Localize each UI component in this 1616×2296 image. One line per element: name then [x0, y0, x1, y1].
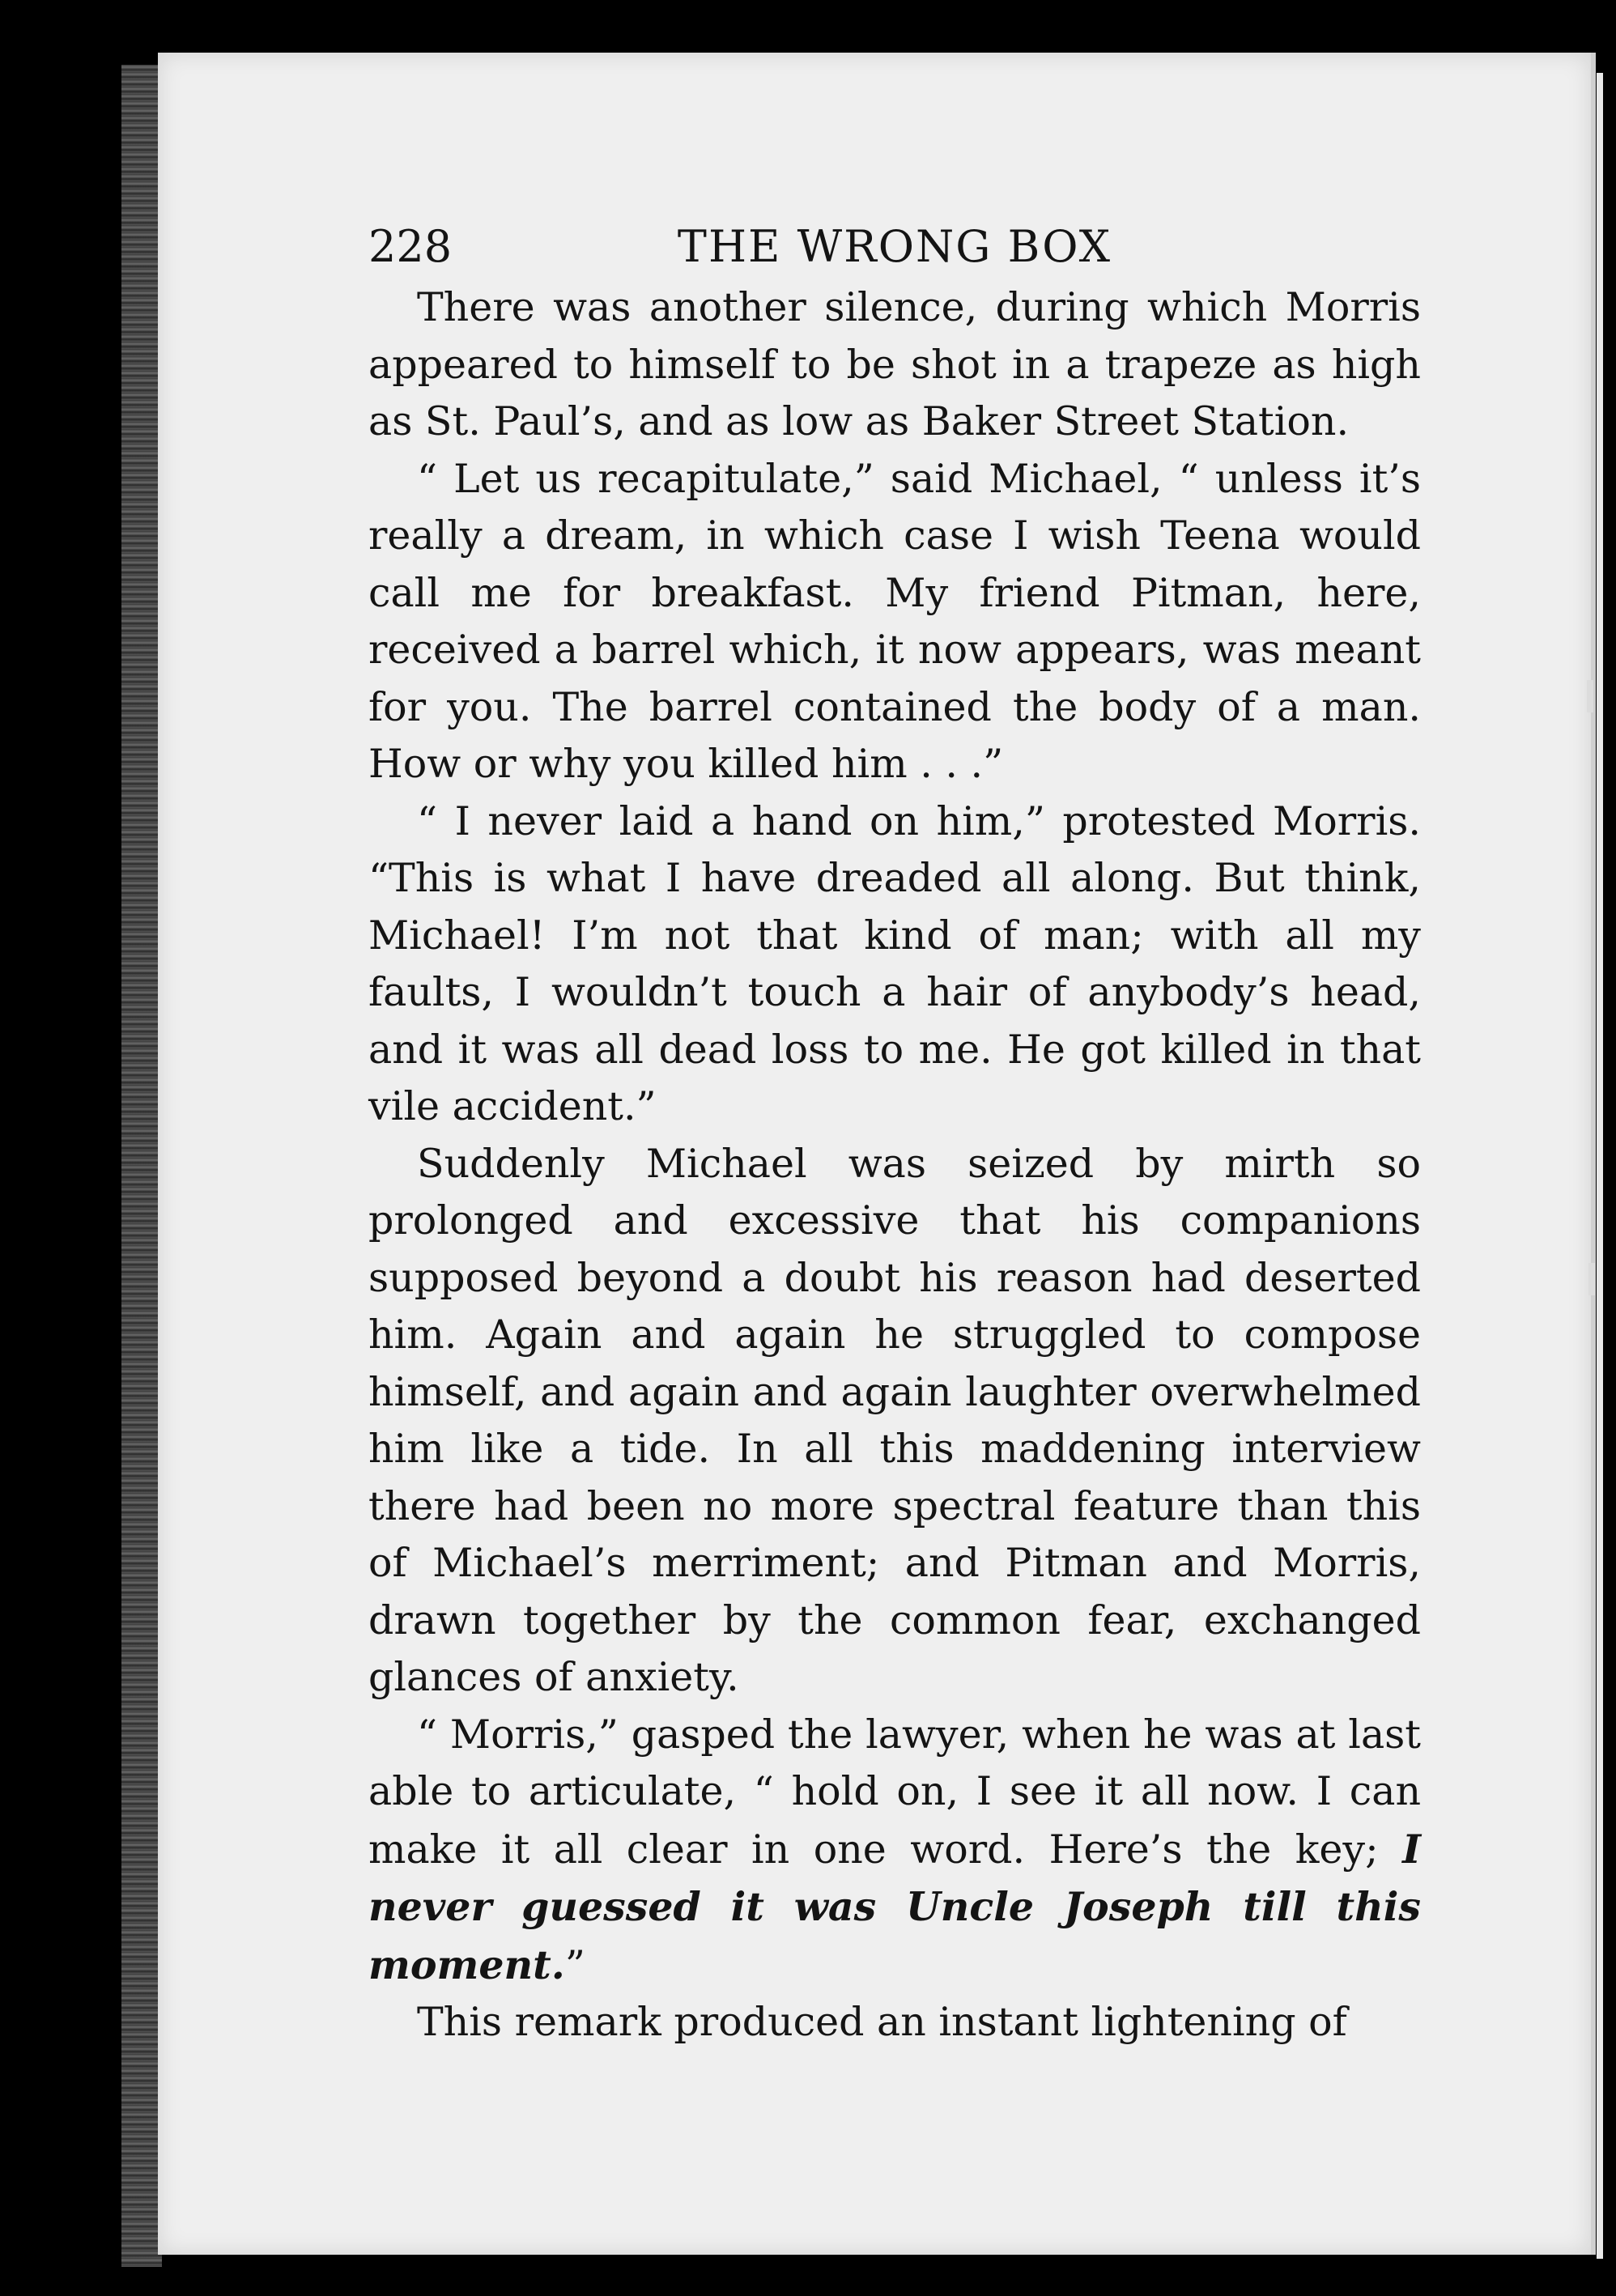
paragraph-5 — [368, 1707, 1421, 1995]
page-content — [368, 215, 1421, 2052]
running-title: THE WRONG BOX — [677, 221, 1112, 272]
paragraph-2: “ Let us recapitulate,” said Michael, “ unless it’s really a dream, in which case I wish Teena would call me for breakfast. My friend Pitman, here, received a barrel which, it now appears, was meant for you. The barrel contained the body of a man. How or why you killed him . . .” — [368, 455, 1421, 787]
page-number: 228 — [368, 221, 453, 272]
paragraph-5-close-quote: ” — [564, 1941, 585, 1988]
paragraph-3: “ I never laid a hand on him,” protested Morris. “This is what I have dreaded all along. But think, Michael! I’m not that kind of man; with all my faults, I wouldn’t touch a hair of anybody’s head, and it was all dead loss to me. He got killed in that vile accident.” — [368, 797, 1421, 1129]
paragraph-1: There was another silence, during which Morris appeared to himself to be shot in a trapeze as high as St. Paul’s, and as low as Baker Street Station. — [368, 284, 1421, 444]
paragraph-5-text: “ Morris,” gasped the lawyer, when he was at last able to articulate, “ hold on, I see it all now. I can make it all clear in one word. Here’s the key; — [368, 1711, 1421, 1873]
paragraph-6: This remark produced an instant lightening of — [417, 1999, 1347, 2045]
margin-mark — [1587, 680, 1593, 712]
margin-mark — [1588, 1263, 1595, 1295]
book-binding — [121, 65, 162, 2267]
paragraph-4: Suddenly Michael was seized by mirth so prolonged and excessive that his companions supposed beyond a doubt his reason had deserted him. Again and again he struggled to compose himself, and again and again laughter overwhelmed him like a tide. In all this maddening interview there had been no more spectral feature than this of Michael’s merriment; and Pitman and Morris, drawn together by the common fear, exchanged glances of anxiety. — [368, 1140, 1421, 1700]
page-header — [368, 215, 1421, 279]
paragraph-5-italic: I never guessed it was Uncle Joseph till this moment. — [368, 1825, 1421, 1988]
page-edge — [1597, 73, 1603, 2259]
body-text — [368, 279, 1421, 2052]
